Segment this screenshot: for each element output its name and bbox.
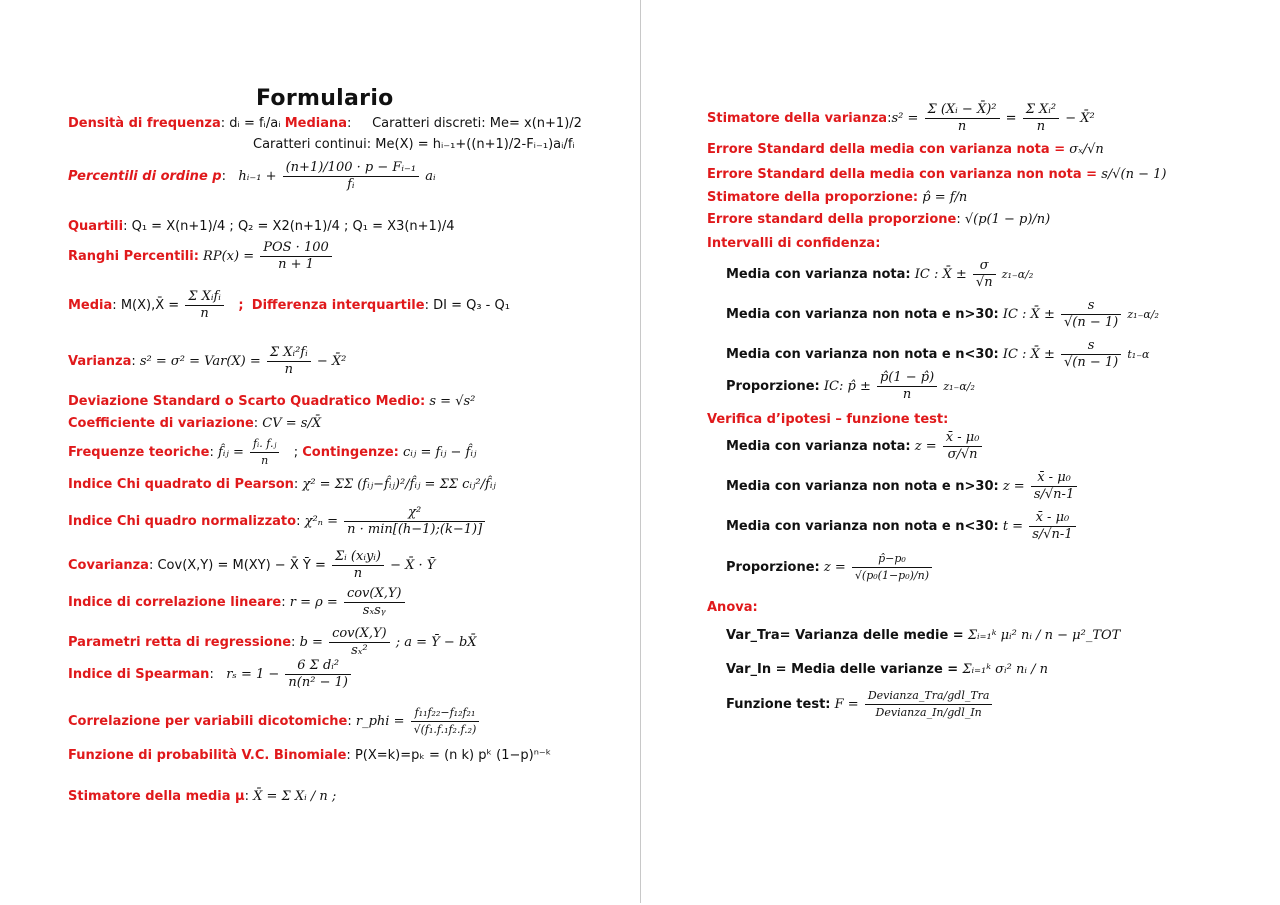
heading-anova: Anova: (707, 600, 758, 615)
formula-es-proporzione: Errore standard della proporzione: √(p(1 − p)/n) (707, 212, 1051, 227)
page-left (0, 0, 641, 903)
formula-ic-non-nota-minore: Media con varianza non nota e n<30: IC : X̄ ± $\frac{s}{√(n - 1)}$ t₁₋α (726, 338, 1150, 370)
heading-intervalli: Intervalli di confidenza: (707, 236, 881, 251)
formula-correlazione: Indice di correlazione lineare: r = ρ = $\frac{\text{cov(X,Y)}}{\text{sₓsᵧ}}$ (68, 586, 407, 619)
formula-test-proporzione: Proporzione: z = $\frac{\text{p̂−p₀}}{\text{√(p₀(1−p₀)/n)}}$ (726, 551, 934, 584)
formula-test-non-nota-minore: Media con varianza non nota e n<30: t = $\frac{\text{x̄ - μ₀}}{s/√n-1}$ (726, 510, 1078, 543)
formula-es-non-nota: Errore Standard della media con varianza non nota = s/√(n − 1) (707, 167, 1167, 182)
formula-chi-quadrato: Indice Chi quadrato di Pearson: χ² = ΣΣ (fᵢⱼ−f̂ᵢⱼ)²/f̂ᵢⱼ = ΣΣ cᵢⱼ²/f̂ᵢⱼ (68, 477, 496, 492)
formula-mediana-continui: Caratteri continui: Me(X) = hᵢ₋₁+((n+1)/2-Fᵢ₋₁)aᵢ/fᵢ (253, 137, 575, 152)
formula-es-nota: Errore Standard della media con varianza nota = σₓ/√n (707, 142, 1104, 157)
formula-ic-varianza-nota: Media con varianza nota: IC : X̄ ± $\frac{\sigma}{√n}$ z₁₋α/₂ (726, 258, 1034, 290)
formula-test-varianza-nota: Media con varianza nota: z = $\frac{\text{x̄ - μ₀}}{\sigma/√n}$ (726, 430, 984, 463)
formula-var-in: Var_In = Media delle varianze = Σᵢ₌₁ᵏ σᵢ² nᵢ / n (726, 662, 1048, 677)
formula-quartili: Quartili: Q₁ = X(n+1)/4 ; Q₂ = X2(n+1)/4 ; Q₁ = X3(n+1)/4 (68, 219, 455, 234)
formula-dicotomiche: Correlazione per variabili dicotomiche: r_phi = $\frac{\text{f₁₁f₂₂−f₁₂f₂₁}}{\text{√(f₁.f.₁f₂.f.₂)}}$ (68, 705, 481, 738)
formula-ic-proporzione: Proporzione: IC: p̂ ± $\frac{p̂(1 - p̂)}{n}$ z₁₋α/₂ (726, 370, 975, 402)
formula-varianza: Varianza: s² = σ² = Var(X) = $\frac{\text{Σ Xᵢ²fᵢ}}{n}$ − X̄² (68, 345, 347, 377)
formula-ic-non-nota-maggiore: Media con varianza non nota e n>30: IC : X̄ ± $\frac{s}{√(n - 1)}$ z₁₋α/₂ (726, 298, 1159, 330)
formula-densita: Densità di frequenza: dᵢ = fᵢ/aᵢ Mediana: Caratteri discreti: Me= x(n+1)/2 (68, 116, 582, 131)
formula-deviazione: Deviazione Standard o Scarto Quadratico Medio: s = √s² (68, 394, 476, 409)
formula-coefficiente: Coefficiente di variazione: CV = s/X̄ (68, 416, 322, 431)
page-right (641, 0, 1280, 903)
page-title: Formulario (256, 86, 394, 111)
formula-test-non-nota-maggiore: Media con varianza non nota e n>30: z = $\frac{\text{x̄ - μ₀}}{s/√n-1}$ (726, 470, 1079, 503)
formula-covarianza: Covarianza: Cov(X,Y) = M(XY) − X̄ Ȳ = $\frac{\text{Σᵢ (xᵢyᵢ)}}{n}$ − X̄ · Ȳ (68, 549, 436, 581)
formula-spearman: Indice di Spearman: rₛ = 1 − $\frac{\text{6 Σ dᵢ²}}{\text{n(n² − 1)}}$ (68, 658, 353, 691)
formula-stimatore-proporzione: Stimatore della proporzione: p̂ = f/n (707, 190, 968, 205)
formula-var-tra: Var_Tra= Varianza delle medie = Σᵢ₌₁ᵏ μᵢ² nᵢ / n − μ²_TOT (726, 628, 1121, 643)
formula-media: Media: M(X),X̄ = $\frac{\text{Σ Xᵢfᵢ}}{n}$ ; Differenza interquartile: DI = Q₃ - Q₁ (68, 289, 510, 321)
formula-stimatore-varianza: Stimatore della varianza:s² = $\frac{\text{Σ (Xᵢ − X̄)²}}{n}$ = $\frac{\text{Σ Xᵢ²}}{n}$ − X̄² (707, 102, 1095, 134)
formula-frequenze: Frequenze teoriche: f̂ᵢⱼ = $\frac{\text{fᵢ. f.ⱼ}}{n}$ ; Contingenze: cᵢⱼ = fᵢⱼ − f̂ᵢⱼ (68, 437, 477, 467)
formula-binomiale: Funzione di probabilità V.C. Binomiale: P(X=k)=pₖ = (n k) pᵏ (1−p)ⁿ⁻ᵏ (68, 748, 552, 763)
formula-retta: Parametri retta di regressione: b = $\frac{\text{cov(X,Y)}}{\text{sₓ²}}$ ; a = Ȳ − bX̄ (68, 626, 477, 658)
formula-funzione-test: Funzione test: F = $\frac{\text{Devianza\_Tra/gdl\_Tra}}{\text{Devianza\_In/gdl\_In}}$ (726, 688, 994, 721)
formula-percentili: Percentili di ordine p: hᵢ₋₁ + $\frac{\text{(n+1)/100 · p − Fᵢ₋₁}}{\text{fᵢ}}$ aᵢ (68, 160, 436, 192)
formula-chi-normalizzato: Indice Chi quadro normalizzato: χ²ₙ = $\frac{\text{χ²}}{n \cdot \min[(h-1);(k-1)]}$ (68, 505, 487, 538)
heading-verifica: Verifica d’ipotesi – funzione test: (707, 412, 949, 427)
formula-stimatore-media: Stimatore della media μ: X̄ = Σ Xᵢ / n ; (68, 789, 337, 804)
formula-ranghi: Ranghi Percentili: RP(x) = $\frac{\text{POS · 100}}{n + 1}$ (68, 240, 334, 273)
